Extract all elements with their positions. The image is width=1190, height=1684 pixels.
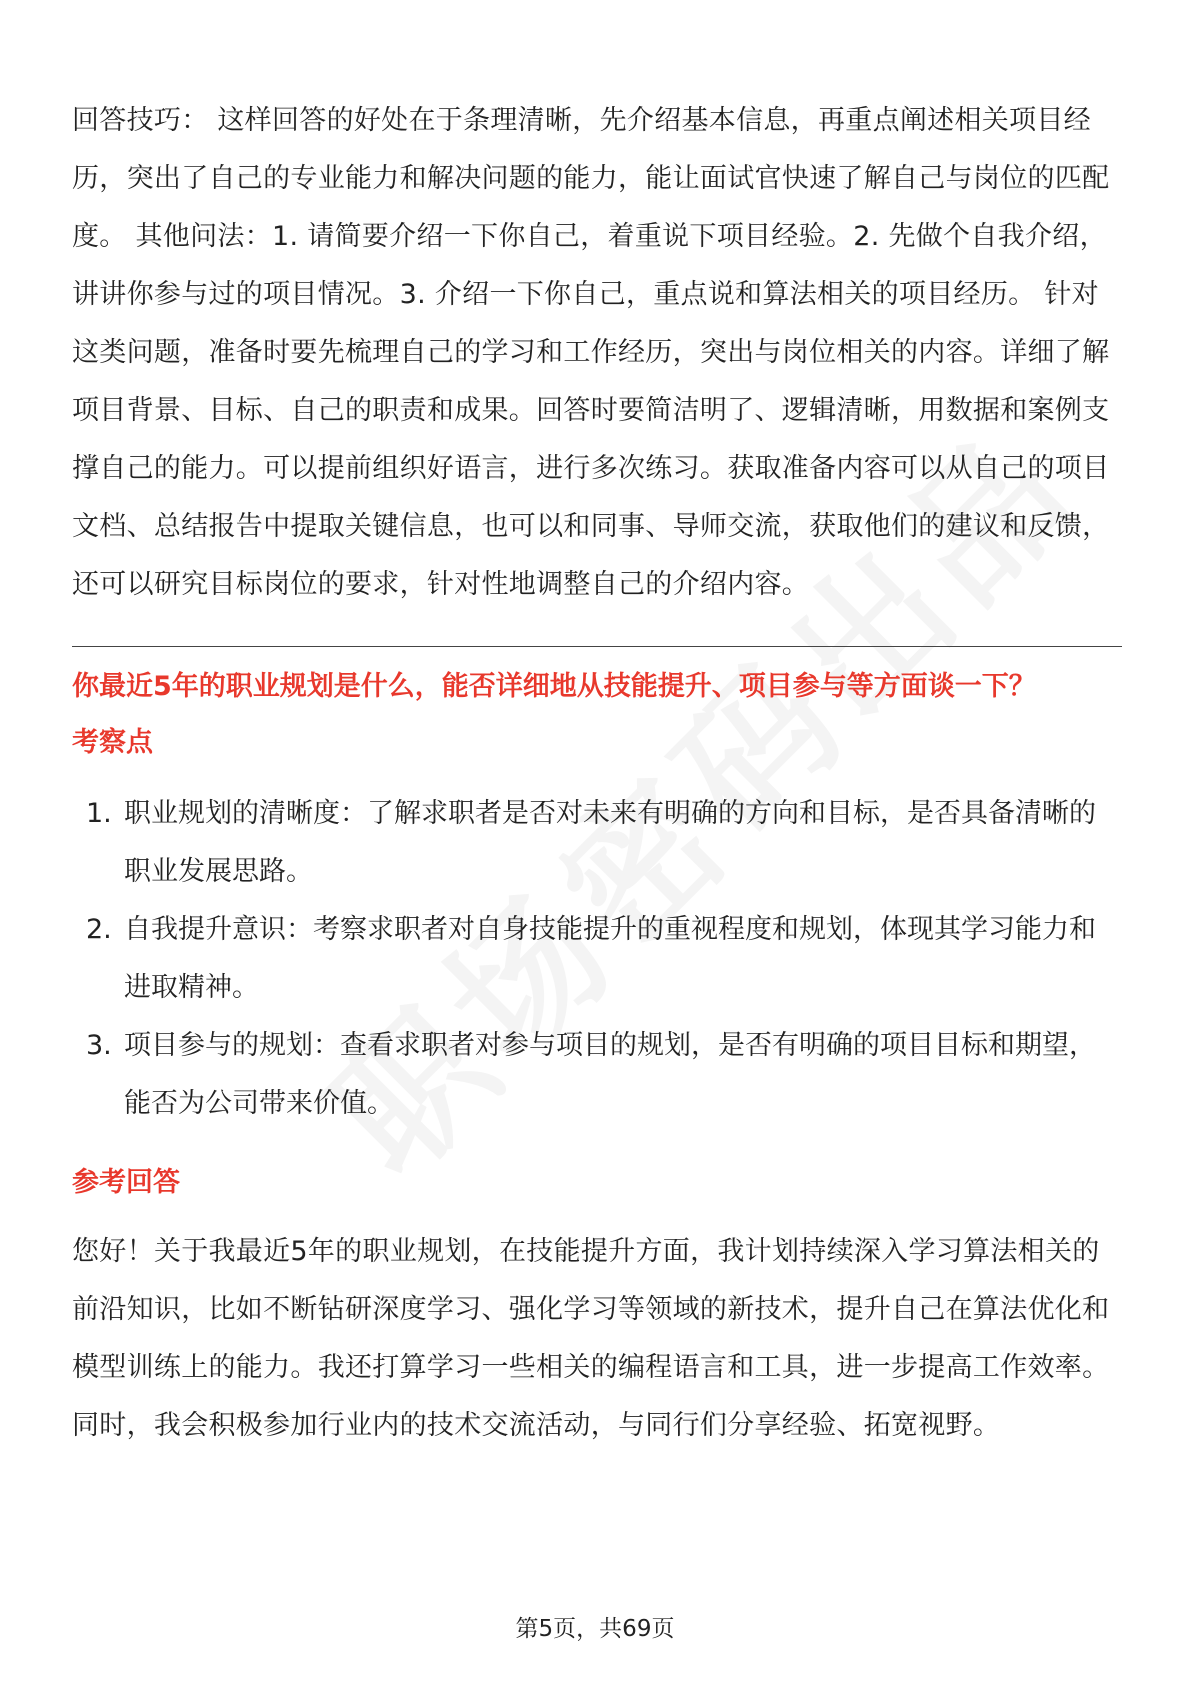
reference-heading: 参考回答 xyxy=(72,1167,180,1198)
section-divider xyxy=(72,646,1122,647)
list-item-text: 职业规划的清晰度：了解求职者是否对未来有明确的方向和目标，是否具备清晰的职业发展思路。 xyxy=(124,798,1096,887)
reference-answer: 您好！关于我最近5年的职业规划，在技能提升方面，我计划持续深入学习算法相关的前沿知识，比如不断钻研深度学习、强化学习等领域的新技术，提升自己在算法优化和模型训练上的能力。我还打算学习一些相关的编程语言和工具，进一步提高工作效率。同时，我会积极参加行业内的技术交流活动，与同行们分享经验、拓宽视野。 xyxy=(72,1236,1110,1441)
inspection-heading: 考察点 xyxy=(72,727,153,758)
list-number: 1. xyxy=(86,798,112,829)
page-footer: 第5页，共69页 xyxy=(515,1616,675,1642)
list-item xyxy=(72,1017,1122,1133)
intro-paragraph: 回答技巧： 这样回答的好处在于条理清晰，先介绍基本信息，再重点阐述相关项目经历，突出了自己的专业能力和解决问题的能力，能让面试官快速了解自己与岗位的匹配度。 其他问法：1. 请简要介绍一下你自己，着重说下项目经验。2. 先做个自我介绍，讲讲你参与过的项目情况。3. 介绍一下你自己，重点说和算法相关的项目经历。 针对这类问题，准备时要先梳理自己的学习和工作经历，突出与岗位相关的内容。详细了解项目背景、目标、自己的职责和成果。回答时要简洁明了、逻辑清晰，用数据和案例支撑自己的能力。可以提前组织好语言，进行多次练习。获取准备内容可以从自己的项目文档、总结报告中提取关键信息，也可以和同事、导师交流，获取他们的建议和反馈，还可以研究目标岗位的要求，针对性地调整自己的介绍内容。 xyxy=(72,105,1110,600)
page-content xyxy=(72,92,1122,1455)
list-item xyxy=(72,901,1122,1017)
list-number: 3. xyxy=(86,1030,112,1061)
list-number: 2. xyxy=(86,914,112,945)
list-item-text: 项目参与的规划：查看求职者对参与项目的规划，是否有明确的项目目标和期望，能否为公司带来价值。 xyxy=(124,1030,1096,1119)
list-item xyxy=(72,785,1122,901)
question-title: 你最近5年的职业规划是什么，能否详细地从技能提升、项目参与等方面谈一下？ xyxy=(72,671,1036,702)
inspection-points-list xyxy=(72,785,1122,1133)
list-item-text: 自我提升意识：考察求职者对自身技能提升的重视程度和规划，体现其学习能力和进取精神。 xyxy=(124,914,1096,1003)
